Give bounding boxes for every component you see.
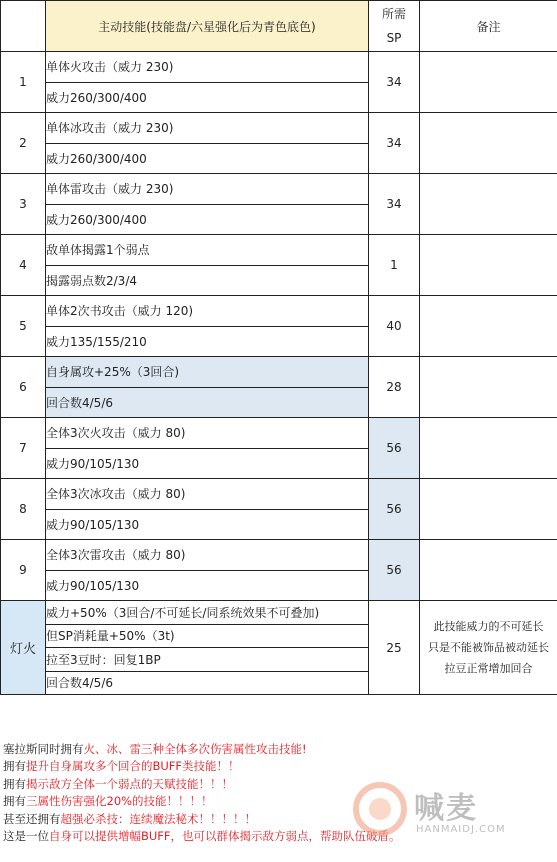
skill-desc: 全体3次冰攻击（威力 80)	[46, 479, 369, 510]
footer-line	[3, 741, 401, 758]
table-row	[1, 296, 557, 327]
note-line: 只是不能被饰品被动延长	[428, 641, 549, 654]
skill-upgrade: 威力135/155/210	[46, 326, 369, 357]
table-header-row	[1, 1, 557, 52]
skill-desc: 单体雷攻击（威力 230)	[46, 174, 369, 205]
footer-line	[3, 793, 401, 810]
sp-cost: 34	[369, 113, 420, 174]
watermark-text: 喊麦	[414, 791, 478, 826]
table-row	[1, 113, 557, 144]
note-line: 此技能威力的不可延长	[433, 620, 544, 633]
row-index: 9	[1, 540, 46, 601]
skill-desc: 单体冰攻击（威力 230)	[46, 113, 369, 144]
table-row	[1, 601, 557, 625]
note-line: 拉豆正常增加回合	[444, 662, 533, 675]
sp-cost: 56	[369, 540, 420, 601]
row-index: 4	[1, 235, 46, 296]
skill-desc: 单体2次书攻击（威力 120)	[46, 296, 369, 327]
footer-text	[3, 741, 401, 845]
sp-cost: 25	[369, 601, 420, 695]
table-row	[1, 174, 557, 205]
header-index	[1, 1, 46, 52]
footer-highlight: 自身可以提供增幅BUFF，也可以群体揭示敌方弱点，帮助队伍破盾。	[49, 829, 401, 844]
skill-upgrade: 回合数4/5/6	[46, 387, 369, 418]
footer-plain: 塞拉斯同时拥有	[3, 742, 84, 756]
skill-upgrade: 威力260/300/400	[46, 204, 369, 235]
footer-line	[3, 758, 401, 775]
row-index-lamp: 灯火	[1, 601, 46, 695]
skill-desc: 但SP消耗量+50%（3t)	[46, 624, 369, 648]
table-row	[1, 479, 557, 510]
header-sp	[369, 1, 420, 52]
row-index: 7	[1, 418, 46, 479]
sp-cost: 28	[369, 357, 420, 418]
row-index: 2	[1, 113, 46, 174]
row-index: 6	[1, 357, 46, 418]
skill-upgrade: 威力90/105/130	[46, 570, 369, 601]
footer-plain: 拥有	[3, 794, 26, 809]
row-index: 8	[1, 479, 46, 540]
footer-plain: 甚至还拥有	[3, 811, 61, 826]
footer-line	[3, 811, 401, 828]
footer-plain: 这是一位	[3, 829, 49, 844]
skill-desc: 单体火攻击（威力 230)	[46, 52, 369, 83]
row-index: 3	[1, 174, 46, 235]
row-index: 1	[1, 52, 46, 113]
table-row	[1, 357, 557, 388]
note-cell	[420, 479, 557, 540]
footer-highlight: 火、冰、雷三种全体多次伤害属性攻击技能!	[83, 742, 307, 756]
watermark	[352, 779, 552, 843]
table-row	[1, 418, 557, 449]
header-sp-line1: 所需	[381, 7, 406, 21]
footer-line	[3, 828, 401, 845]
note-cell	[420, 174, 557, 235]
skill-upgrade: 威力90/105/130	[46, 448, 369, 479]
skill-desc: 敌单体揭露1个弱点	[46, 235, 369, 266]
note-cell	[420, 52, 557, 113]
table-row	[1, 540, 557, 571]
note-cell	[420, 113, 557, 174]
sp-cost: 1	[369, 235, 420, 296]
skill-upgrade: 威力260/300/400	[46, 82, 369, 113]
header-sp-line2: SP	[386, 31, 402, 45]
footer-plain: 拥有	[3, 776, 26, 791]
skill-desc: 拉至3豆时：回复1BP	[46, 648, 369, 672]
sp-cost: 34	[369, 174, 420, 235]
skill-upgrade: 威力90/105/130	[46, 509, 369, 540]
skill-desc: 回合数4/5/6	[46, 671, 369, 695]
skill-desc: 自身属攻+25%（3回合)	[46, 357, 369, 388]
footer-highlight: 三属性伤害强化20%的技能！！！！	[26, 794, 213, 809]
note-cell	[420, 540, 557, 601]
sp-cost: 56	[369, 418, 420, 479]
skill-upgrade: 威力260/300/400	[46, 143, 369, 174]
note-cell	[420, 357, 557, 418]
footer-plain: 拥有	[3, 759, 26, 774]
sp-cost: 34	[369, 52, 420, 113]
header-note: 备注	[420, 1, 557, 52]
sp-cost: 56	[369, 479, 420, 540]
note-cell	[420, 418, 557, 479]
footer-highlight: 提升自身属攻多个回合的BUFF类技能！！	[26, 759, 240, 774]
row-index: 5	[1, 296, 46, 357]
table-row	[1, 235, 557, 266]
skill-desc: 全体3次火攻击（威力 80)	[46, 418, 369, 449]
skill-upgrade: 揭露弱点数2/3/4	[46, 265, 369, 296]
header-skill: 主动技能(技能盘/六星强化后为青色底色)	[46, 1, 369, 52]
sp-cost: 40	[369, 296, 420, 357]
note-cell	[420, 235, 557, 296]
footer-highlight: 超强必杀技：连续魔法秘术！！！！！	[60, 811, 256, 826]
footer-highlight: 揭示敌方全体一个弱点的天赋技能！！！	[26, 776, 233, 791]
skill-desc: 全体3次雷攻击（威力 80)	[46, 540, 369, 571]
watermark-logo-icon	[352, 779, 412, 839]
note-cell	[420, 296, 557, 357]
footer-line	[3, 776, 401, 793]
skill-desc: 威力+50%（3回合/不可延长/同系统效果不可叠加)	[46, 601, 369, 625]
watermark-sub: HANMAIDJ.COM	[416, 824, 506, 835]
table-row	[1, 52, 557, 83]
note-cell	[420, 601, 557, 695]
